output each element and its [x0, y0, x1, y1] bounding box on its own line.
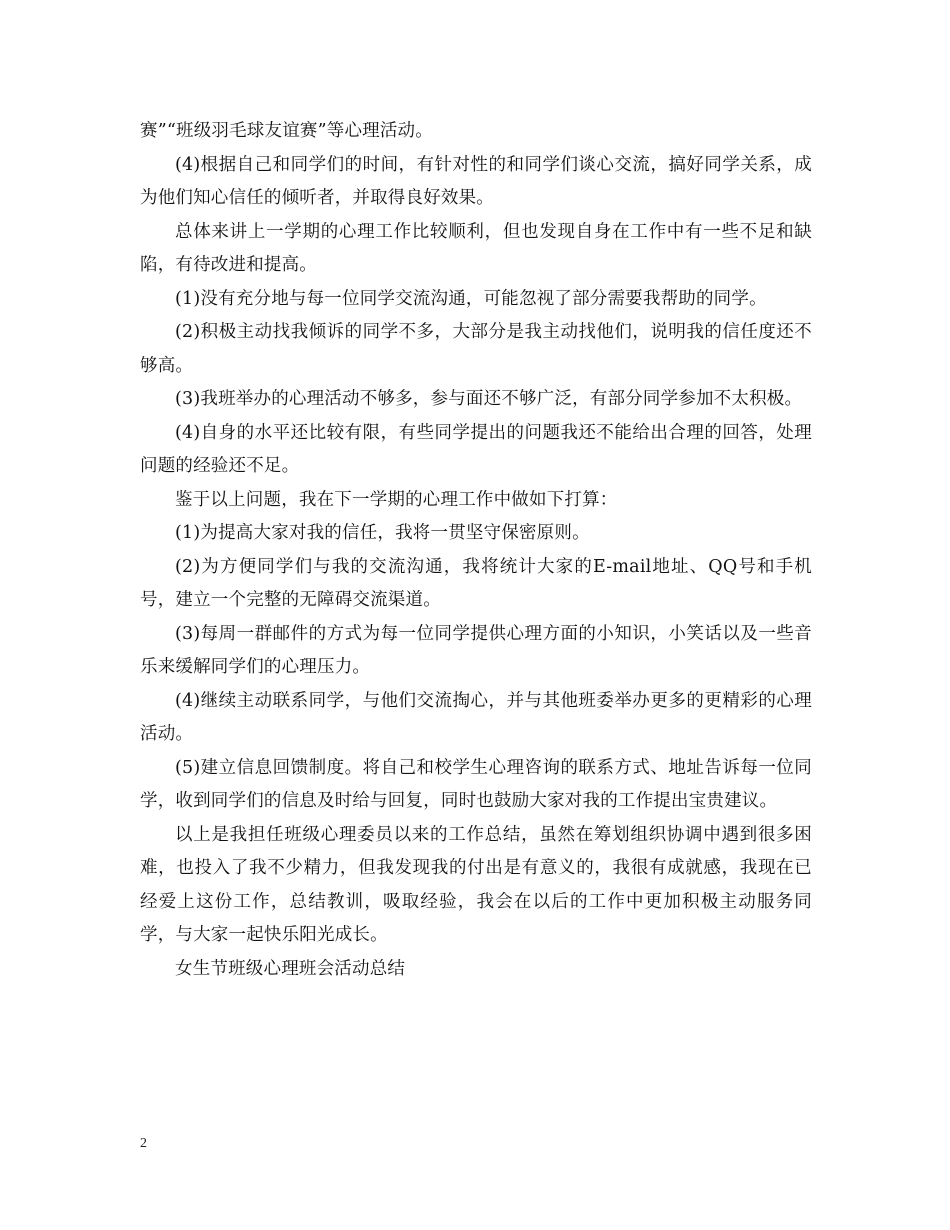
paragraph: 总体来讲上一学期的心理工作比较顺利，但也发现自身在工作中有一些不足和缺陷，有待改进和提高。 [140, 221, 812, 275]
section-heading: 女生节班级心理班会活动总结 [175, 958, 406, 979]
paragraph: (3)每周一群邮件的方式为每一位同学提供心理方面的小知识，小笑话以及一些音乐来缓解同学们的心理压力。 [140, 623, 812, 677]
paragraph: 赛”“班级羽毛球友谊赛”等心理活动。 [140, 121, 433, 141]
paragraph: (2)为方便同学们与我的交流沟通，我将统计大家的E-mail地址、QQ号和手机号，建立一个完整的无障碍交流渠道。 [140, 556, 812, 610]
paragraph: (4)根据自己和同学们的时间，有针对性的和同学们谈心交流，搞好同学关系，成为他们知心信任的倾听者，并取得良好效果。 [140, 154, 812, 208]
page-number: 2 [140, 1136, 147, 1151]
paragraph: (4)自身的水平还比较有限，有些同学提出的问题我还不能给出合理的回答，处理问题的经验还不足。 [140, 422, 812, 476]
paragraph: (1)没有充分地与每一位同学交流沟通，可能忽视了部分需要我帮助的同学。 [175, 288, 767, 309]
paragraph: (4)继续主动联系同学，与他们交流掏心，并与其他班委举办更多的更精彩的心理活动。 [140, 690, 812, 744]
paragraph: (5)建立信息回馈制度。将自己和校学生心理咨询的联系方式、地址告诉每一位同学，收到同学们的信息及时给与回复，同时也鼓励大家对我的工作提出宝贵建议。 [140, 757, 812, 811]
paragraph: 鉴于以上问题，我在下一学期的心理工作中做如下打算： [175, 489, 618, 510]
paragraph: 以上是我担任班级心理委员以来的工作总结，虽然在筹划组织协调中遇到很多困难，也投入了我不少精力，但我发现我的付出是有意义的，我很有成就感，我现在已经爱上这份工作，总结教训，吸取经验，我会在以后的工作中更加积极主动服务同学，与大家一起快乐阳光成长。 [140, 824, 812, 945]
document-body [140, 115, 812, 986]
paragraph: (1)为提高大家对我的信任，我将一贯坚守保密原则。 [175, 523, 590, 543]
paragraph: (2)积极主动找我倾诉的同学不多，大部分是我主动找他们，说明我的信任度还不够高。 [140, 322, 812, 376]
paragraph: (3)我班举办的心理活动不够多，参与面还不够广泛，有部分同学参加不太积极。 [175, 389, 803, 409]
